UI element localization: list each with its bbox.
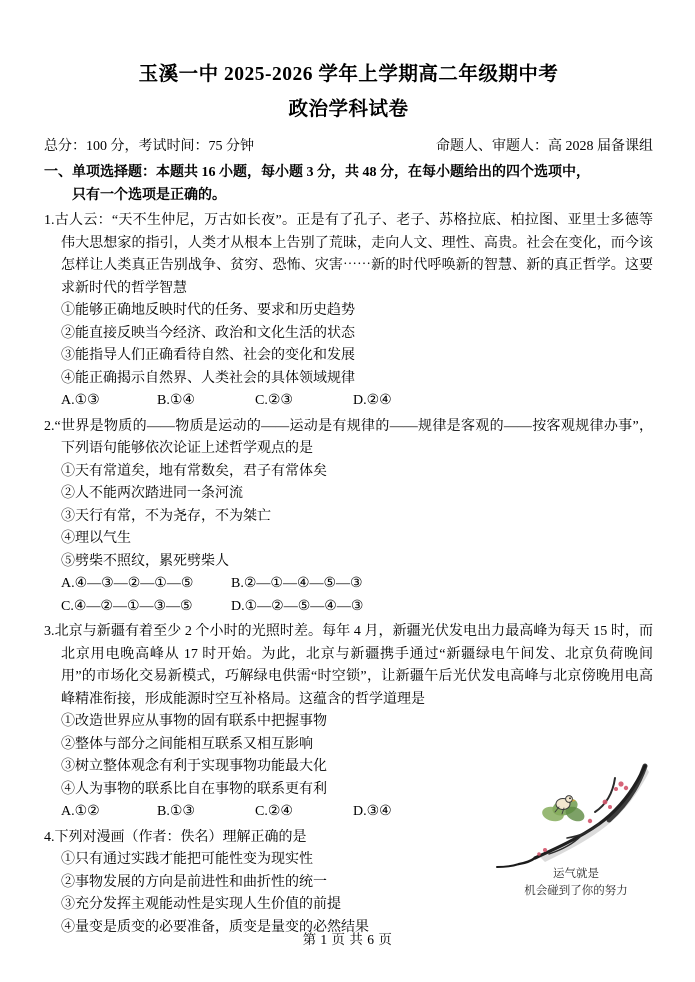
page-footer: 第 1 页 共 6 页 xyxy=(302,932,393,947)
cartoon-caption-line-2: 机会碰到了你的努力 xyxy=(524,885,628,897)
question-2-option-3: ③天行有常，不为尧存，不为桀亡 xyxy=(61,508,271,524)
question-2-answers-row-1 xyxy=(44,573,653,596)
question-2-stem xyxy=(44,416,653,461)
question-3-answer-b: B.①③ xyxy=(157,804,195,819)
cartoon-illustration xyxy=(495,762,651,912)
question-4-stem xyxy=(44,827,485,850)
question-3-answer-c: C.②④ xyxy=(255,804,293,819)
question-2-option-2: ②人不能两次踏进同一条河流 xyxy=(61,486,243,501)
question-1-answer-a: A.①③ xyxy=(61,393,100,408)
question-2-answer-d: D.①—②—⑤—④—③ xyxy=(231,598,364,614)
question-1 xyxy=(44,210,653,413)
question-2-text: “世界是物质的——物质是运动的——运动是有规律的——规律是客观的——按客观规律办事”，下列语句能够依次论证上述哲学观点的是 xyxy=(54,418,653,456)
question-2-option-5: ⑤劈柴不照纹，累死劈柴人 xyxy=(61,553,229,569)
question-1-option-2: ②能直接反映当今经济、政治和文化生活的状态 xyxy=(61,325,355,341)
question-3-stem xyxy=(44,621,653,711)
section-description-2: 只有一个选项是正确的。 xyxy=(72,187,226,203)
exam-score-time: 总分：100 分，考试时间：75 分钟 xyxy=(44,139,254,154)
question-2-answer-a: A.④—③—②—①—⑤ xyxy=(61,576,194,591)
question-1-number: 1. xyxy=(44,213,55,228)
question-3-option-3: ③树立整体观念有利于实现事物功能最大化 xyxy=(61,759,327,774)
section-description: 本题共 16 小题，每小题 3 分，共 48 分，在每小题给出的四个选项中， xyxy=(156,165,590,180)
question-3-option-2: ②整体与部分之间能相互联系又相互影响 xyxy=(61,736,313,752)
question-4-option-4: ④量变是质变的必要准备，质变是量变的必然结果 xyxy=(61,919,369,935)
question-1-option-1: ①能够正确地反映时代的任务、要求和历史趋势 xyxy=(61,303,355,318)
exam-authors: 命题人、审题人：高 2028 届备课组 xyxy=(436,139,653,154)
question-1-option-3: ③能指导人们正确看待自然、社会的变化和发展 xyxy=(61,348,355,363)
question-4-option-1: ①只有通过实践才能把可能性变为现实性 xyxy=(61,852,313,867)
question-4-option-3: ③充分发挥主观能动性是实现人生价值的前提 xyxy=(61,897,341,912)
question-3-answer-a: A.①② xyxy=(61,804,100,819)
section-label: 一、单项选择题： xyxy=(44,165,156,180)
page-subtitle: 政治学科试卷 xyxy=(288,99,409,120)
question-2-answer-b: B.②—①—④—⑤—③ xyxy=(231,576,363,591)
cartoon-caption xyxy=(501,866,651,900)
question-3-number: 3. xyxy=(44,624,55,639)
question-1-answer-b: B.①④ xyxy=(157,393,195,408)
page-title: 玉溪一中 2025-2026 学年上学期高二年级期中考 xyxy=(138,64,559,85)
question-2 xyxy=(44,416,653,619)
question-3-option-1: ①改造世界应从事物的固有联系中把握事物 xyxy=(61,714,327,729)
question-2-option-4: ④理以气生 xyxy=(61,531,131,546)
question-1-answers xyxy=(44,390,653,413)
exam-meta xyxy=(44,136,653,158)
question-2-answer-c: C.④—②—①—③—⑤ xyxy=(61,598,193,614)
question-2-number: 2. xyxy=(44,418,55,434)
question-1-option-4: ④能正确揭示自然界、人类社会的具体领域规律 xyxy=(61,370,355,386)
question-1-stem xyxy=(44,210,653,300)
section-heading xyxy=(44,162,653,207)
question-2-answers-row-2 xyxy=(44,596,653,619)
question-3-text: 北京与新疆有着至少 2 个小时的光照时差。每年 4 月，新疆光伏发电出力最高峰为每天 15 时，而北京用电晚高峰从 17 时开始。为此，北京与新疆携手通过“新疆绿电午间发、北京负荷晚间用”的市场化交易新模式，巧解绿电供需“时空锁”，让新疆午后光伏发电高峰与北京傍晚用电高峰精准衔接，形成能源时空互补格局。这蕴含的哲学道理是 xyxy=(54,624,653,707)
question-1-text: 古人云：“天不生仲尼，万古如长夜”。正是有了孔子、老子、苏格拉底、柏拉图、亚里士多德等伟大思想家的指引，人类才从根本上告别了荒昧，走向人文、理性、高贵。社会在变化，而今该怎样让人类真正告别战争、贫穷、恐怖、灾害⋯⋯新的时代呼唤新的智慧、新的真正哲学。这要求新时代的哲学智慧 xyxy=(54,213,653,296)
question-3-answer-d: D.③④ xyxy=(353,804,392,819)
question-2-option-1: ①天有常道矣，地有常数矣，君子有常体矣 xyxy=(61,463,327,479)
question-1-answer-c: C.②③ xyxy=(255,393,293,408)
question-4-text: 下列对漫画（作者：佚名）理解正确的是 xyxy=(54,829,307,845)
question-1-answer-d: D.②④ xyxy=(353,393,392,408)
plum-blossom-branch-icon xyxy=(495,762,651,874)
question-4-option-2: ②事物发展的方向是前进性和曲折性的统一 xyxy=(61,874,327,890)
question-3-option-4: ④人为事物的联系比自在事物的联系更有利 xyxy=(61,781,327,797)
question-4-number: 4. xyxy=(44,829,55,845)
cartoon-caption-line-1: 运气就是 xyxy=(553,868,599,880)
